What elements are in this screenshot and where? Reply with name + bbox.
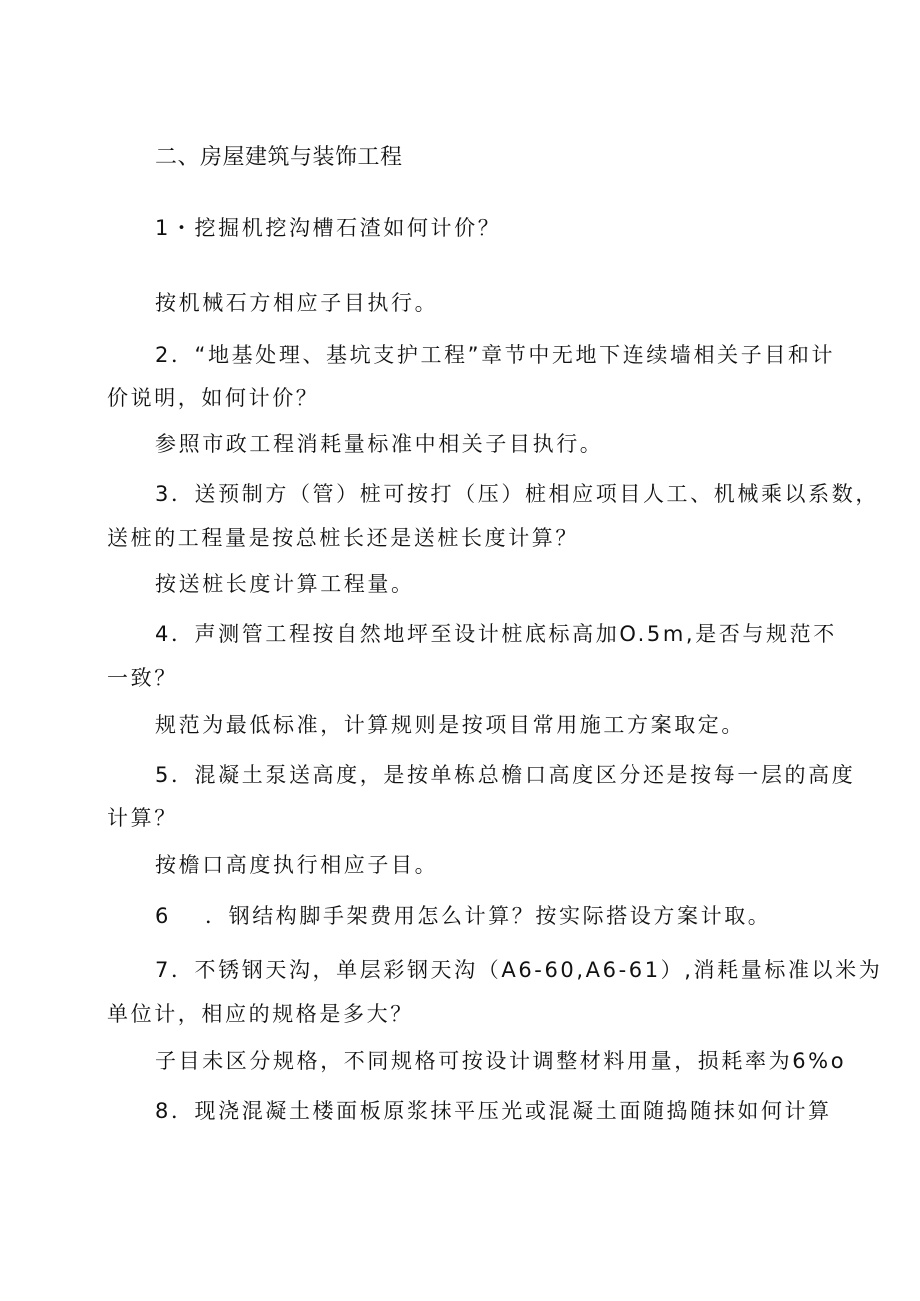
question-1: 1・挖掘机挖沟槽石渣如何计价？	[155, 216, 502, 240]
question-7-line-1: 7．不锈钢天沟，单层彩钢天沟（A6-60,A6-61）,消耗量标准以米为	[155, 958, 883, 982]
question-6: ．钢结构脚手架费用怎么计算？按实际搭设方案计取。	[205, 904, 772, 928]
answer-5: 按檐口高度执行相应子目。	[155, 853, 439, 877]
question-4-line-1: 4．声测管工程按自然地坪至设计桩底标高加O.5m,是否与规范不	[155, 622, 837, 646]
answer-3: 按送桩长度计算工程量。	[155, 572, 415, 596]
question-5-line-1: 5．混凝土泵送高度，是按单栋总檐口高度区分还是按每一层的高度	[155, 763, 856, 787]
question-8-line-1: 8．现浇混凝土楼面板原浆抹平压光或混凝土面随捣随抹如何计算	[155, 1099, 832, 1123]
question-2-line-2: 价说明，如何计价？	[107, 386, 320, 410]
answer-4: 规范为最低标准，计算规则是按项目常用施工方案取定。	[155, 713, 745, 737]
question-7-line-2: 单位计，相应的规格是多大？	[107, 1002, 414, 1026]
section-heading: 二、房屋建筑与装饰工程	[155, 145, 403, 170]
question-3-line-2: 送桩的工程量是按总桩长还是送桩长度计算？	[107, 526, 579, 550]
question-5-line-2: 计算？	[107, 806, 178, 830]
question-4-line-2: 一致？	[107, 666, 178, 690]
answer-2: 参照市政工程消耗量标准中相关子目执行。	[155, 432, 604, 456]
question-2-line-1: 2．“地基处理、基坑支护工程”章节中无地下连续墙相关子目和计	[155, 343, 836, 367]
answer-1: 按机械石方相应子目执行。	[155, 291, 439, 315]
answer-7: 子目未区分规格，不同规格可按设计调整材料用量，损耗率为6%o	[155, 1049, 847, 1073]
question-6-number: 6	[155, 904, 171, 928]
question-3-line-1: 3．送预制方（管）桩可按打（压）桩相应项目人工、机械乘以系数，	[155, 482, 879, 506]
